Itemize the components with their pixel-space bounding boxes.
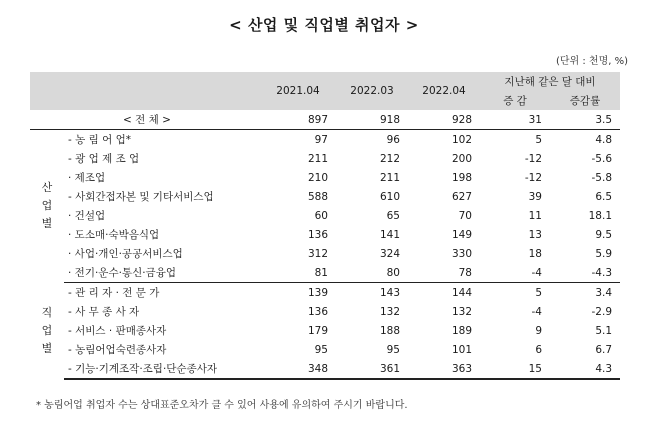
table-row — [30, 149, 620, 168]
cell: 211 — [307, 152, 328, 165]
side-label-char: 별 — [41, 217, 53, 231]
cell: 363 — [408, 359, 480, 379]
header-year-3: 2022.04 — [408, 72, 480, 110]
side-label-char: 업 — [41, 323, 53, 337]
side-label-char: 별 — [41, 341, 53, 355]
table-row — [30, 225, 620, 244]
row-label: · 제조업 — [68, 171, 106, 184]
cell: 15 — [480, 359, 550, 379]
cell: 102 — [451, 133, 472, 146]
side-label-char: 직 — [41, 305, 53, 319]
cell: 143 — [379, 286, 400, 299]
cell: 6 — [535, 343, 542, 356]
cell: 6.5 — [595, 190, 613, 203]
header-year-2: 2022.03 — [336, 72, 408, 110]
page-title: < 산업 및 직업별 취업자 > — [229, 16, 419, 34]
cell: 9 — [535, 324, 542, 337]
cell: 136 — [307, 228, 328, 241]
cell: -4 — [531, 305, 542, 318]
side-label-char: 산 — [41, 181, 53, 195]
cell: 189 — [451, 324, 472, 337]
cell: 627 — [451, 190, 472, 203]
cell: -5.8 — [591, 171, 613, 184]
cell: 132 — [451, 305, 472, 318]
cell: 65 — [386, 209, 400, 222]
header-year-1: 2021.04 — [260, 72, 336, 110]
cell: 31 — [480, 110, 550, 130]
cell: 5.1 — [595, 324, 613, 337]
cell: 149 — [451, 228, 472, 241]
cell: 918 — [336, 110, 408, 130]
row-label: - 기능·기계조작·조립·단순종사자 — [64, 359, 260, 379]
cell: -4.3 — [550, 263, 620, 283]
cell: 5 — [535, 286, 542, 299]
cell: 4.8 — [595, 133, 613, 146]
table-row — [30, 283, 620, 303]
cell: 198 — [451, 171, 472, 184]
cell: 588 — [307, 190, 328, 203]
header-corner — [30, 72, 260, 110]
cell: 3.4 — [595, 286, 613, 299]
row-label: · 사업·개인·공공서비스업 — [68, 247, 183, 260]
row-label: - 사 무 종 사 자 — [68, 305, 140, 318]
row-label: - 농 림 어 업* — [68, 133, 131, 146]
cell: 13 — [528, 228, 542, 241]
table-row — [30, 130, 620, 150]
table-row — [30, 206, 620, 225]
cell: 136 — [307, 305, 328, 318]
footnote: * 농림어업 취업자 수는 상대표준오차가 클 수 있어 사용에 유의하여 주시기 바랍니다. — [36, 400, 408, 411]
table-row — [30, 340, 620, 359]
table-row — [30, 302, 620, 321]
cell: 188 — [379, 324, 400, 337]
cell: 211 — [379, 171, 400, 184]
cell: 3.5 — [550, 110, 620, 130]
cell: 200 — [451, 152, 472, 165]
table-row — [30, 263, 620, 283]
cell: 78 — [408, 263, 480, 283]
table-row — [30, 244, 620, 263]
cell: -4 — [480, 263, 550, 283]
cell: 144 — [451, 286, 472, 299]
cell: 4.3 — [550, 359, 620, 379]
table-row — [30, 321, 620, 340]
employment-table — [30, 72, 620, 380]
cell: 348 — [260, 359, 336, 379]
table-row — [30, 168, 620, 187]
cell: 610 — [379, 190, 400, 203]
cell: 6.7 — [595, 343, 613, 356]
cell: 96 — [386, 133, 400, 146]
row-label: - 사회간접자본 및 기타서비스업 — [68, 190, 214, 203]
cell: 139 — [307, 286, 328, 299]
row-label: - 관 리 자 · 전 문 가 — [68, 286, 160, 299]
row-label: - 서비스 · 판매종사자 — [68, 324, 167, 337]
industry-section — [30, 130, 620, 283]
cell: 312 — [307, 247, 328, 260]
row-label: - 농림어업숙련종사자 — [68, 343, 167, 356]
cell: -12 — [524, 152, 542, 165]
cell: 95 — [314, 343, 328, 356]
unit-note: (단위 : 천명, %) — [555, 56, 628, 67]
total-row — [30, 110, 620, 130]
row-label: · 도소매·숙박음식업 — [68, 228, 160, 241]
cell: 132 — [379, 305, 400, 318]
cell: 39 — [528, 190, 542, 203]
header-row-top — [30, 72, 620, 91]
side-label-char: 업 — [41, 199, 53, 213]
table-row — [30, 187, 620, 206]
cell: 897 — [260, 110, 336, 130]
cell: 324 — [379, 247, 400, 260]
cell: 212 — [379, 152, 400, 165]
table-row — [30, 359, 620, 379]
cell: 101 — [451, 343, 472, 356]
cell: 361 — [336, 359, 408, 379]
header-yoy-group: 지난해 같은 달 대비 — [480, 72, 620, 91]
cell: 5 — [535, 133, 542, 146]
occupation-side-label — [30, 283, 64, 380]
cell: 18 — [528, 247, 542, 260]
cell: 18.1 — [588, 209, 613, 222]
cell: 95 — [386, 343, 400, 356]
cell: 179 — [307, 324, 328, 337]
cell: 80 — [336, 263, 408, 283]
cell: 330 — [451, 247, 472, 260]
industry-side-label — [30, 130, 64, 283]
row-label: - 광 업 제 조 업 — [68, 152, 140, 165]
cell: 81 — [260, 263, 336, 283]
cell: -2.9 — [591, 305, 613, 318]
header-change: 증 감 — [480, 91, 550, 110]
row-label: · 전기·운수·통신·금융업 — [64, 263, 260, 283]
cell: 97 — [314, 133, 328, 146]
row-label: · 건설업 — [68, 209, 106, 222]
cell: 210 — [307, 171, 328, 184]
cell: 70 — [458, 209, 472, 222]
cell: 60 — [314, 209, 328, 222]
cell: -12 — [524, 171, 542, 184]
cell: 5.9 — [595, 247, 613, 260]
row-label: < 전 체 > — [30, 110, 260, 130]
cell: 9.5 — [595, 228, 613, 241]
cell: 11 — [528, 209, 542, 222]
occupation-section — [30, 283, 620, 380]
cell: -5.6 — [591, 152, 613, 165]
header-change-rate: 증감률 — [550, 91, 620, 110]
cell: 928 — [408, 110, 480, 130]
cell: 141 — [379, 228, 400, 241]
